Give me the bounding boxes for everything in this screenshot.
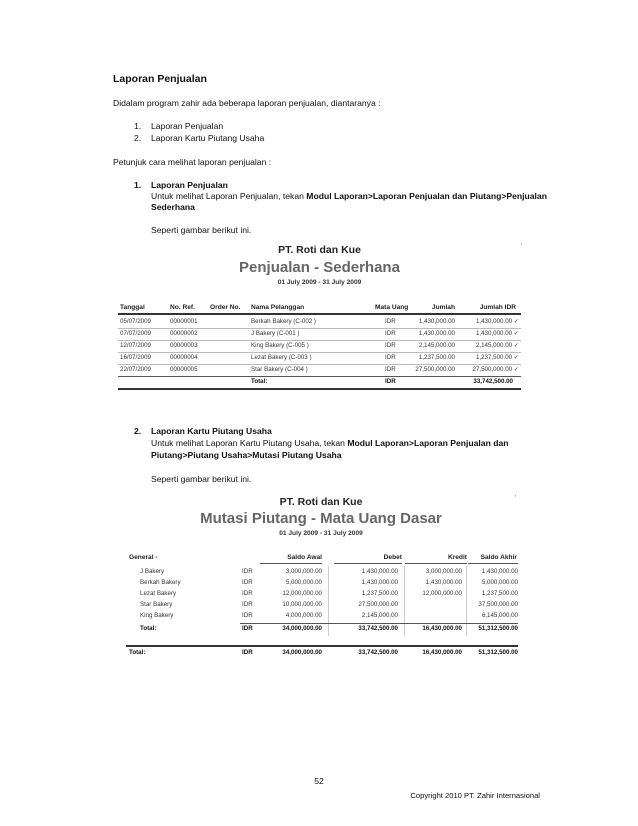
- cell-currency: IDR: [242, 612, 253, 619]
- cell-opening: 5,000,000.00: [285, 579, 322, 586]
- subtotal-closing: 51,312,500.00: [478, 625, 518, 632]
- cell-customer: J Bakery (C-001 ): [251, 330, 300, 337]
- total-currency: IDR: [385, 378, 396, 385]
- cell-date: 07/07/2009: [120, 330, 151, 337]
- section-instruction: [151, 438, 509, 449]
- column-header: Saldo Awal: [287, 554, 322, 561]
- cell-customer: Lezat Bakery: [140, 590, 177, 597]
- table-row: [113, 330, 526, 340]
- row-rule: [118, 340, 521, 341]
- cell-debit: 2,145,000.00: [361, 612, 398, 619]
- column-header: No. Ref.: [170, 304, 195, 311]
- subtotal-debit: 33,742,500.00: [358, 625, 398, 632]
- subtotal-credit: 16,430,000.00: [422, 625, 462, 632]
- grandtotal-debit: 33,742,500.00: [358, 649, 398, 656]
- company-name: PT. Roti dan Kue: [278, 244, 361, 256]
- table-row: [120, 579, 522, 589]
- cell-currency: IDR: [385, 366, 396, 373]
- column-header: Order No.: [210, 304, 241, 311]
- list-item-number: 2.: [134, 133, 142, 143]
- table-row: [120, 568, 522, 578]
- list-item-label: Laporan Penjualan: [151, 121, 224, 131]
- copyright: Copyright 2010 PT. Zahir Internasional: [410, 791, 540, 800]
- report-receivable-mutation: [120, 490, 522, 662]
- section-number: 1.: [134, 180, 142, 190]
- cell-closing: 6,145,000.00: [481, 612, 518, 619]
- grandtotal-currency: IDR: [242, 649, 253, 656]
- subtotal-rule: [240, 623, 518, 624]
- report-period: 01 July 2009 - 31 July 2009: [277, 279, 362, 286]
- subtotal-row: [120, 625, 522, 635]
- cell-credit: 12,000,000.00: [422, 590, 462, 597]
- cell-ref: 00000004: [170, 354, 198, 361]
- cell-currency: IDR: [242, 568, 253, 575]
- total-value: 33,742,500.00: [473, 378, 513, 385]
- column-header: Nama Pelanggan: [251, 304, 305, 311]
- page-heading: Laporan Penjualan: [113, 73, 207, 85]
- cell-amount-idr: 2,145,000.00 ✓: [475, 342, 519, 349]
- cell-customer: J Bakery: [140, 568, 165, 575]
- cell-amount: 27,500,000.00: [415, 366, 455, 373]
- cell-customer: Star Bakery (C-004 ): [251, 366, 308, 373]
- grandtotal-opening: 34,000,000.00: [282, 649, 322, 656]
- corner-mark: ,: [520, 240, 522, 246]
- cell-closing: 37,500,000.00: [478, 601, 518, 608]
- cell-closing: 1,237,500.00: [481, 590, 518, 597]
- cell-date: 12/07/2009: [120, 342, 151, 349]
- section-title: Laporan Kartu Piutang Usaha: [151, 426, 272, 436]
- cell-ref: 00000002: [170, 330, 198, 337]
- cell-opening: 10,000,000.00: [282, 601, 322, 608]
- subtotal-label: Total:: [140, 625, 157, 632]
- grandtotal-rule: [126, 645, 518, 647]
- report-title: Penjualan - Sederhana: [239, 259, 400, 276]
- cell-ref: 00000003: [170, 342, 198, 349]
- column-header: Saldo Akhir: [480, 554, 517, 561]
- cell-amount-idr: 1,237,500.00 ✓: [475, 354, 519, 361]
- cell-currency: IDR: [385, 342, 396, 349]
- cell-amount-idr: 1,430,000.00 ✓: [475, 318, 519, 325]
- grandtotal-credit: 16,430,000.00: [422, 649, 462, 656]
- cell-amount-idr: 27,500,000.00 ✓: [472, 366, 519, 373]
- company-name: PT. Roti dan Kue: [279, 496, 363, 508]
- cell-customer: Lezat Bakery (C-003 ): [251, 354, 312, 361]
- table-row: [113, 318, 526, 328]
- cell-amount-idr: 1,430,000.00 ✓: [475, 330, 519, 337]
- cell-ref: 00000005: [170, 366, 198, 373]
- header-rule: [260, 563, 322, 564]
- cell-debit: 1,237,500.00: [361, 590, 398, 597]
- report-period: 01 July 2009 - 31 July 2009: [279, 530, 363, 537]
- cell-ref: 00000001: [170, 318, 198, 325]
- cell-currency: IDR: [242, 601, 253, 608]
- cell-currency: IDR: [385, 330, 396, 337]
- section-instruction: [151, 191, 547, 202]
- cell-opening: 3,000,000.00: [285, 568, 322, 575]
- group-label: General -: [129, 554, 158, 561]
- header-rule: [468, 563, 518, 564]
- header-rule: [334, 563, 402, 564]
- column-header: Mata Uang: [375, 304, 409, 311]
- cell-debit: 27,500,000.00: [358, 601, 398, 608]
- total-row: [113, 378, 526, 388]
- figure-caption: Seperti gambar berikut ini.: [151, 474, 252, 484]
- table-row: [113, 342, 526, 352]
- cell-date: 05/07/2009: [120, 318, 151, 325]
- cell-currency: IDR: [385, 318, 396, 325]
- grandtotal-label: Total:: [129, 649, 146, 656]
- column-header: Jumlah: [431, 304, 455, 311]
- row-rule: [118, 328, 521, 329]
- cell-debit: 1,430,000.00: [361, 568, 398, 575]
- header-rule: [118, 313, 521, 315]
- cell-customer: King Bakery (C-005 ): [251, 342, 309, 349]
- cell-credit: 1,430,000.00: [425, 579, 462, 586]
- report-title: Mutasi Piutang - Mata Uang Dasar: [200, 510, 442, 527]
- subtotal-currency: IDR: [242, 625, 253, 632]
- total-label: Total:: [251, 378, 268, 385]
- menu-path-continued: Sederhana: [151, 202, 195, 212]
- list-item-label: Laporan Kartu Piutang Usaha: [151, 133, 265, 143]
- cell-credit: 3,000,000.00: [425, 568, 462, 575]
- cell-customer: Berkah Bakery (C-002 ): [251, 318, 316, 325]
- instructions-text: Petunjuk cara melihat laporan penjualan :: [113, 157, 272, 167]
- corner-mark: ,: [514, 492, 516, 498]
- total-rule: [118, 376, 521, 377]
- table-row: [113, 366, 526, 376]
- row-rule: [118, 364, 521, 365]
- subtotal-opening: 34,000,000.00: [282, 625, 322, 632]
- cell-customer: Star Bakery: [140, 601, 173, 608]
- cell-amount: 1,430,000.00: [418, 330, 455, 337]
- section-title: Laporan Penjualan: [151, 180, 228, 190]
- grandtotal-row: [120, 649, 522, 659]
- column-header: Jumlah IDR: [479, 304, 516, 311]
- table-row: [113, 354, 526, 364]
- cell-debit: 1,430,000.00: [361, 579, 398, 586]
- table-row: [120, 612, 522, 622]
- instruction-text: Untuk melihat Laporan Penjualan, tekan: [151, 191, 307, 201]
- report-sales-simple: [113, 238, 526, 390]
- menu-path: Modul Laporan>Laporan Penjualan dan Piutang>Penjualan: [306, 191, 547, 201]
- cell-currency: IDR: [242, 579, 253, 586]
- table-row: [120, 590, 522, 600]
- bottom-rule: [118, 388, 521, 390]
- cell-customer: Berkah Bakery: [140, 579, 181, 586]
- intro-text: Didalam program zahir ada beberapa laporan penjualan, diantaranya :: [113, 98, 381, 108]
- cell-opening: 4,000,000.00: [285, 612, 322, 619]
- cell-amount: 1,237,500.00: [418, 354, 455, 361]
- cell-amount: 1,430,000.00: [418, 318, 455, 325]
- cell-amount: 2,145,000.00: [418, 342, 455, 349]
- menu-path-continued: Piutang>Piutang Usaha>Mutasi Piutang Usaha: [151, 450, 342, 460]
- cell-closing: 1,430,000.00: [481, 568, 518, 575]
- cell-closing: 5,000,000.00: [481, 579, 518, 586]
- section-number: 2.: [134, 426, 142, 436]
- figure-caption: Seperti gambar berikut ini.: [151, 225, 252, 235]
- grandtotal-closing: 51,312,500.00: [478, 649, 518, 656]
- cell-currency: IDR: [385, 354, 396, 361]
- column-header: Kredit: [447, 554, 467, 561]
- page-number: 52: [314, 776, 324, 786]
- menu-path: Modul Laporan>Laporan Penjualan dan: [347, 438, 509, 448]
- cell-currency: IDR: [242, 590, 253, 597]
- table-row: [120, 601, 522, 611]
- header-rule: [405, 563, 467, 564]
- row-rule: [118, 352, 521, 353]
- cell-date: 22/07/2009: [120, 366, 151, 373]
- column-header: Tanggal: [120, 304, 145, 311]
- cell-customer: King Bakery: [140, 612, 174, 619]
- column-header: Debet: [383, 554, 402, 561]
- cell-date: 16/07/2009: [120, 354, 151, 361]
- list-item-number: 1.: [134, 121, 142, 131]
- cell-opening: 12,000,000.00: [282, 590, 322, 597]
- instruction-text: Untuk melihat Laporan Kartu Piutang Usaha, tekan: [151, 438, 348, 448]
